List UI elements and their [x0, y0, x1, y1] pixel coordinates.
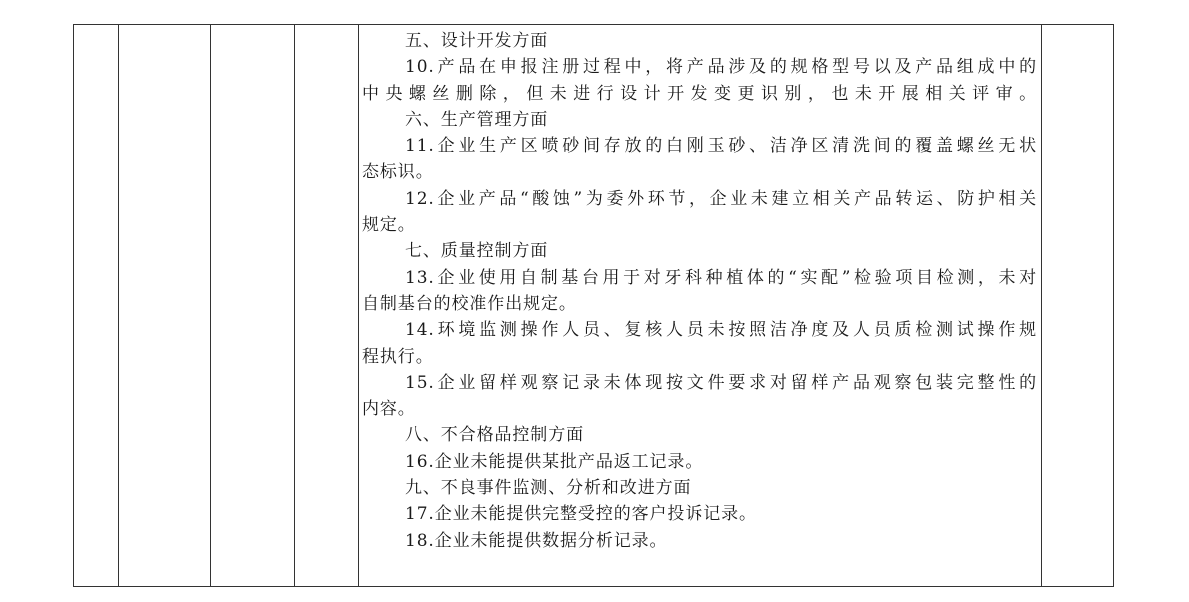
section-heading-production: 六、生产管理方面 [405, 109, 549, 130]
finding-10-line2: 中央螺丝删除，但未进行设计开发变更识别，也未开展相关评审。 [362, 83, 1037, 104]
finding-13-line2: 自制基台的校准作出规定。 [362, 293, 577, 314]
finding-18: 18.企业未能提供数据分析记录。 [405, 530, 668, 551]
finding-12-line1: 12.企业产品“酸蚀”为委外环节，企业未建立相关产品转运、防护相关 [405, 188, 1037, 209]
findings-table [73, 24, 1114, 587]
finding-12-line2: 规定。 [362, 215, 416, 236]
finding-14-line2: 程执行。 [362, 346, 434, 367]
section-heading-adverse-events: 九、不良事件监测、分析和改进方面 [405, 478, 692, 499]
finding-15-line1: 15.企业留样观察记录未体现按文件要求对留样产品观察包装完整性的 [405, 372, 1037, 393]
finding-16: 16.企业未能提供某批产品返工记录。 [405, 451, 704, 472]
finding-10-line1: 10.产品在申报注册过程中，将产品涉及的规格型号以及产品组成中的 [405, 57, 1037, 78]
finding-13-line1: 13.企业使用自制基台用于对牙科种植体的“实配”检验项目检测，未对 [405, 267, 1037, 288]
finding-11-line1: 11.企业生产区喷砂间存放的白刚玉砂、洁净区清洗间的覆盖螺丝无状 [405, 136, 1037, 157]
findings-content-cell [359, 25, 1041, 586]
finding-11-line2: 态标识。 [362, 162, 434, 183]
finding-15-line2: 内容。 [362, 399, 416, 420]
section-heading-nonconforming: 八、不合格品控制方面 [405, 425, 584, 446]
finding-14-line1: 14.环境监测操作人员、复核人员未按照洁净度及人员质检测试操作规 [405, 320, 1037, 341]
column-divider [1041, 25, 1042, 586]
section-heading-quality-control: 七、质量控制方面 [405, 241, 549, 262]
column-divider [294, 25, 295, 586]
section-heading-design: 五、设计开发方面 [405, 31, 549, 51]
column-divider [118, 25, 119, 586]
column-divider [210, 25, 211, 586]
finding-17: 17.企业未能提供完整受控的客户投诉记录。 [405, 504, 757, 525]
